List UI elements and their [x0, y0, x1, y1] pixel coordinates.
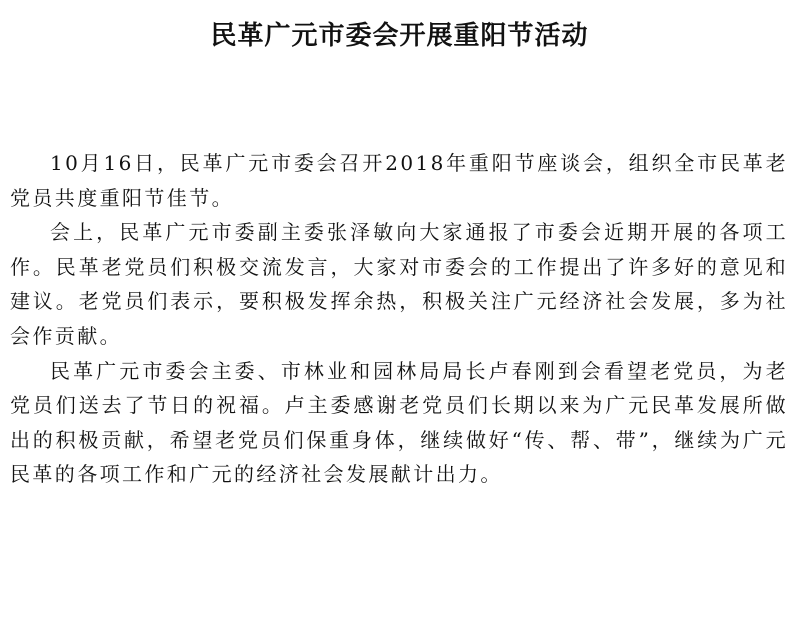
article-body — [10, 146, 788, 492]
paragraph-3: 民革广元市委会主委、市林业和园林局局长卢春刚到会看望老党员，为老党员们送去了节日的祝福。卢主委感谢老党员们长期以来为广元民革发展所做出的积极贡献，希望老党员们保重身体，继续做好“传、帮、带”，继续为广元民革的各项工作和广元的经济社会发展献计出力。 — [10, 358, 788, 487]
article-title: 民革广元市委会开展重阳节活动 — [210, 21, 589, 51]
paragraph-1: 10月16日，民革广元市委会召开2018年重阳节座谈会，组织全市民革老党员共度重阳节佳节。 — [10, 151, 788, 210]
paragraph-2: 会上，民革广元市委副主委张泽敏向大家通报了市委会近期开展的各项工作。民革老党员们积极交流发言，大家对市委会的工作提出了许多好的意见和建议。老党员们表示，要积极发挥余热，积极关注广元经济社会发展，多为社会作贡献。 — [10, 220, 788, 348]
